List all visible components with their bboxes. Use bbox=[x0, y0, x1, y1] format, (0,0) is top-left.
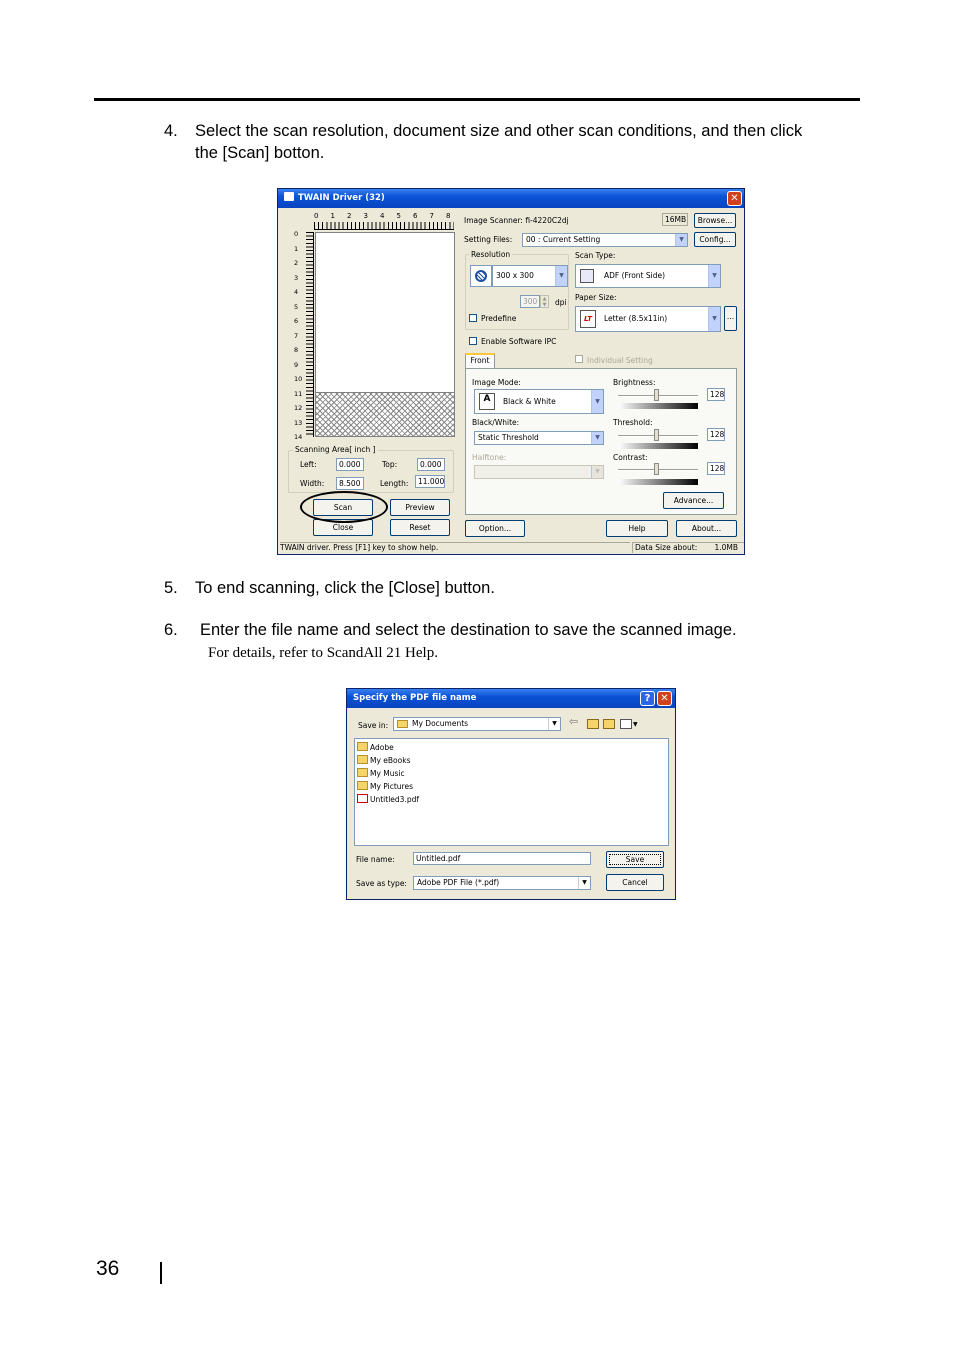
advance-button[interactable]: Advance... bbox=[663, 492, 724, 509]
step-4-text-line2: the [Scan] botton. bbox=[195, 144, 325, 162]
dpi-spinner-icon[interactable]: ▲ ▼ bbox=[540, 295, 549, 308]
view-menu-icon[interactable] bbox=[620, 719, 632, 729]
setting-files-value: 00 : Current Setting bbox=[526, 235, 601, 244]
length-field[interactable]: 11.000 bbox=[415, 475, 445, 488]
file-list-item[interactable] bbox=[357, 768, 405, 780]
step-6-note: For details, refer to ScandAll 21 Help. bbox=[208, 645, 438, 661]
contrast-gradient bbox=[618, 479, 698, 485]
save-as-type-label: Save as type: bbox=[356, 879, 407, 888]
setting-files-label: Setting Files: bbox=[464, 235, 513, 244]
length-label: Length: bbox=[380, 479, 409, 488]
black-white-value: Static Threshold bbox=[478, 433, 539, 442]
predefine-checkbox[interactable] bbox=[469, 314, 477, 322]
contrast-field[interactable]: 128 bbox=[707, 462, 725, 475]
halftone-label: Halftone: bbox=[472, 453, 507, 462]
scan-highlight-ellipse bbox=[300, 491, 388, 523]
scan-type-label: Scan Type: bbox=[575, 251, 616, 260]
twain-driver-window bbox=[277, 188, 745, 555]
file-list-item[interactable] bbox=[357, 755, 410, 767]
ruler-left-label: 6 bbox=[294, 317, 299, 325]
save-button[interactable]: Save bbox=[606, 851, 664, 868]
preview-out-of-area bbox=[315, 393, 455, 437]
predefine-label: Predefine bbox=[481, 314, 517, 323]
help-button[interactable]: Help bbox=[606, 520, 668, 537]
paper-size-value: Letter (8.5x11in) bbox=[604, 314, 668, 323]
back-arrow-icon[interactable]: ⇦ bbox=[569, 715, 579, 728]
status-text: TWAIN driver. Press [F1] key to show help. bbox=[280, 542, 630, 553]
ruler-left-label: 13 bbox=[294, 418, 303, 427]
ruler-left-label: 2 bbox=[294, 259, 299, 267]
save-as-type-value: Adobe PDF File (*.pdf) bbox=[417, 878, 500, 887]
black-white-select[interactable] bbox=[474, 431, 604, 445]
folder-icon bbox=[357, 755, 368, 764]
up-folder-icon[interactable] bbox=[587, 719, 599, 729]
chevron-down-icon: ▼ bbox=[675, 234, 687, 246]
option-button[interactable]: Option... bbox=[465, 520, 525, 537]
view-menu-chevron-icon[interactable]: ▼ bbox=[633, 721, 638, 728]
file-list-item-label: My Music bbox=[370, 769, 405, 778]
width-label: Width: bbox=[300, 479, 325, 488]
paper-letter-icon: LT bbox=[580, 310, 596, 328]
adf-icon bbox=[580, 269, 594, 283]
folder-icon bbox=[357, 781, 368, 790]
save-in-value: My Documents bbox=[412, 719, 469, 728]
left-label: Left: bbox=[300, 460, 317, 469]
custom-dpi-field[interactable]: 300 bbox=[520, 295, 540, 308]
brightness-label: Brightness: bbox=[613, 378, 656, 387]
ruler-top-label: 5 bbox=[396, 212, 401, 220]
width-field[interactable]: 8.500 bbox=[336, 477, 364, 490]
page-number-bar bbox=[160, 1262, 162, 1284]
paper-more-button[interactable]: ... bbox=[724, 306, 737, 331]
file-list-item-label: Untitled3.pdf bbox=[370, 795, 419, 804]
twain-close-icon[interactable]: ✕ bbox=[727, 191, 742, 206]
ruler-left-label: 4 bbox=[294, 288, 299, 296]
save-in-label: Save in: bbox=[358, 721, 389, 730]
brightness-thumb[interactable] bbox=[654, 389, 659, 401]
ruler-left-label: 14 bbox=[294, 433, 303, 441]
save-as-type-select[interactable] bbox=[413, 876, 591, 890]
new-folder-icon[interactable] bbox=[603, 719, 615, 729]
image-mode-select[interactable] bbox=[474, 389, 604, 414]
paper-size-select[interactable] bbox=[575, 306, 721, 332]
ruler-left-label: 8 bbox=[294, 346, 299, 354]
ruler-top-label: 3 bbox=[363, 212, 368, 220]
enable-ipc-label: Enable Software IPC bbox=[481, 337, 557, 346]
ruler-top-ticks bbox=[314, 222, 454, 230]
folder-icon bbox=[357, 742, 368, 751]
config-button[interactable]: Config... bbox=[694, 232, 736, 247]
ruler-top bbox=[314, 211, 454, 221]
preview-page[interactable] bbox=[315, 232, 455, 393]
ruler-left-label: 12 bbox=[294, 404, 303, 412]
threshold-gradient bbox=[618, 443, 698, 449]
chevron-down-icon: ▼ bbox=[591, 466, 603, 478]
ruler-left-label: 3 bbox=[294, 273, 299, 282]
step-5-number: 5. bbox=[164, 579, 178, 597]
dpi-label: dpi bbox=[555, 298, 567, 307]
file-list-item-label: Adobe bbox=[370, 743, 394, 752]
scanning-area-label: Scanning Area[ inch ] bbox=[295, 445, 376, 454]
contrast-thumb[interactable] bbox=[654, 463, 659, 475]
scan-type-select[interactable] bbox=[575, 264, 721, 288]
resolution-icon bbox=[470, 265, 492, 287]
about-button[interactable]: About... bbox=[676, 520, 737, 537]
ruler-top-label: 6 bbox=[413, 212, 418, 220]
ruler-top-label: 7 bbox=[429, 212, 434, 220]
file-name-label: File name: bbox=[356, 855, 395, 864]
ruler-left-label: 5 bbox=[294, 302, 299, 311]
individual-setting-checkbox[interactable] bbox=[575, 355, 583, 363]
resolution-value: 300 x 300 bbox=[496, 271, 534, 280]
ruler-top-label: 8 bbox=[446, 212, 451, 220]
individual-setting-label: Individual Setting bbox=[587, 356, 653, 365]
close-button[interactable]: Close bbox=[313, 519, 373, 536]
ruler-left bbox=[294, 232, 306, 442]
header-rule bbox=[94, 98, 860, 101]
chevron-down-icon: ▼ bbox=[708, 307, 720, 331]
help-icon[interactable]: ? bbox=[640, 691, 655, 706]
chevron-down-icon: ▼ bbox=[548, 718, 560, 730]
paper-size-label: Paper Size: bbox=[575, 293, 617, 302]
brightness-gradient bbox=[618, 403, 698, 409]
threshold-field[interactable]: 128 bbox=[707, 428, 725, 441]
chevron-down-icon: ▼ bbox=[708, 265, 720, 287]
halftone-select[interactable] bbox=[474, 465, 604, 479]
black-white-label: Black/White: bbox=[472, 418, 520, 427]
ruler-top-label: 1 bbox=[330, 212, 335, 220]
ruler-left-ticks bbox=[306, 232, 314, 437]
folder-icon bbox=[397, 720, 408, 728]
pdf-dialog-title: Specify the PDF file name bbox=[347, 689, 675, 708]
step-5-text: To end scanning, click the [Close] button. bbox=[195, 579, 495, 597]
page-number: 36 bbox=[96, 1257, 120, 1280]
threshold-thumb[interactable] bbox=[654, 429, 659, 441]
data-size-value: 1.0MB bbox=[714, 543, 738, 552]
text-document-icon: A bbox=[479, 393, 495, 410]
pdf-save-dialog bbox=[346, 688, 676, 900]
ruler-left-label: 9 bbox=[294, 360, 299, 369]
tab-front[interactable]: Front bbox=[465, 353, 495, 369]
top-label: Top: bbox=[382, 460, 398, 469]
chevron-down-icon: ▼ bbox=[591, 432, 603, 444]
memory-indicator: 16MB bbox=[662, 213, 688, 226]
chevron-down-icon: ▼ bbox=[591, 390, 603, 413]
resolution-label: Resolution bbox=[471, 250, 511, 259]
left-field[interactable]: 0.000 bbox=[336, 458, 364, 471]
top-field[interactable]: 0.000 bbox=[417, 458, 445, 471]
file-list-item[interactable] bbox=[357, 781, 413, 793]
ruler-top-label: 4 bbox=[380, 212, 385, 220]
ruler-top-label: 2 bbox=[347, 212, 352, 220]
file-list-item-label: My eBooks bbox=[370, 756, 411, 765]
ruler-left-label: 10 bbox=[294, 375, 303, 383]
twain-title: TWAIN Driver (32) bbox=[298, 193, 385, 203]
contrast-label: Contrast: bbox=[613, 453, 648, 462]
browse-button[interactable]: Browse... bbox=[694, 213, 736, 228]
ruler-left-label: 11 bbox=[294, 389, 303, 398]
threshold-label: Threshold: bbox=[613, 418, 653, 427]
save-in-select[interactable] bbox=[393, 717, 561, 731]
image-mode-label: Image Mode: bbox=[472, 378, 521, 387]
ruler-left-label: 7 bbox=[294, 331, 299, 340]
resolution-select[interactable] bbox=[492, 265, 568, 287]
setting-files-select[interactable] bbox=[522, 233, 688, 247]
image-mode-value: Black & White bbox=[503, 397, 556, 406]
twain-title-bar bbox=[278, 189, 744, 208]
cancel-button[interactable]: Cancel bbox=[606, 874, 664, 891]
ruler-left-label: 1 bbox=[294, 244, 299, 253]
scan-button[interactable]: Scan bbox=[313, 499, 373, 516]
reset-button[interactable]: Reset bbox=[390, 519, 450, 536]
chevron-down-icon: ▼ bbox=[555, 266, 567, 286]
scan-type-value: ADF (Front Side) bbox=[604, 271, 666, 280]
folder-icon bbox=[357, 768, 368, 777]
dialog-close-icon[interactable]: ✕ bbox=[657, 691, 672, 706]
enable-ipc-checkbox[interactable] bbox=[469, 337, 477, 345]
brightness-field[interactable]: 128 bbox=[707, 388, 725, 401]
file-list-item-label: My Pictures bbox=[370, 782, 413, 791]
pdf-file-icon bbox=[357, 794, 368, 803]
file-list-item[interactable] bbox=[357, 742, 394, 754]
step-4-text-line1: Select the scan resolution, document size and other scan conditions, and then click bbox=[195, 122, 803, 140]
ruler-top-label: 0 bbox=[314, 212, 319, 220]
ruler-left-label: 0 bbox=[294, 230, 299, 238]
step-6-text: Enter the file name and select the destination to save the scanned image. bbox=[200, 621, 737, 639]
data-size-panel bbox=[632, 542, 744, 553]
step-6-number: 6. bbox=[164, 621, 178, 639]
preview-button[interactable]: Preview bbox=[390, 499, 450, 516]
scanner-app-icon bbox=[284, 192, 294, 201]
data-size-label: Data Size about: bbox=[635, 543, 698, 552]
chevron-down-icon: ▼ bbox=[578, 877, 590, 889]
step-4-number: 4. bbox=[164, 122, 178, 140]
image-scanner-label: Image Scanner: fi-4220C2dj bbox=[464, 216, 569, 225]
file-name-field[interactable]: Untitled.pdf bbox=[413, 852, 591, 865]
file-list-item[interactable] bbox=[357, 794, 419, 806]
